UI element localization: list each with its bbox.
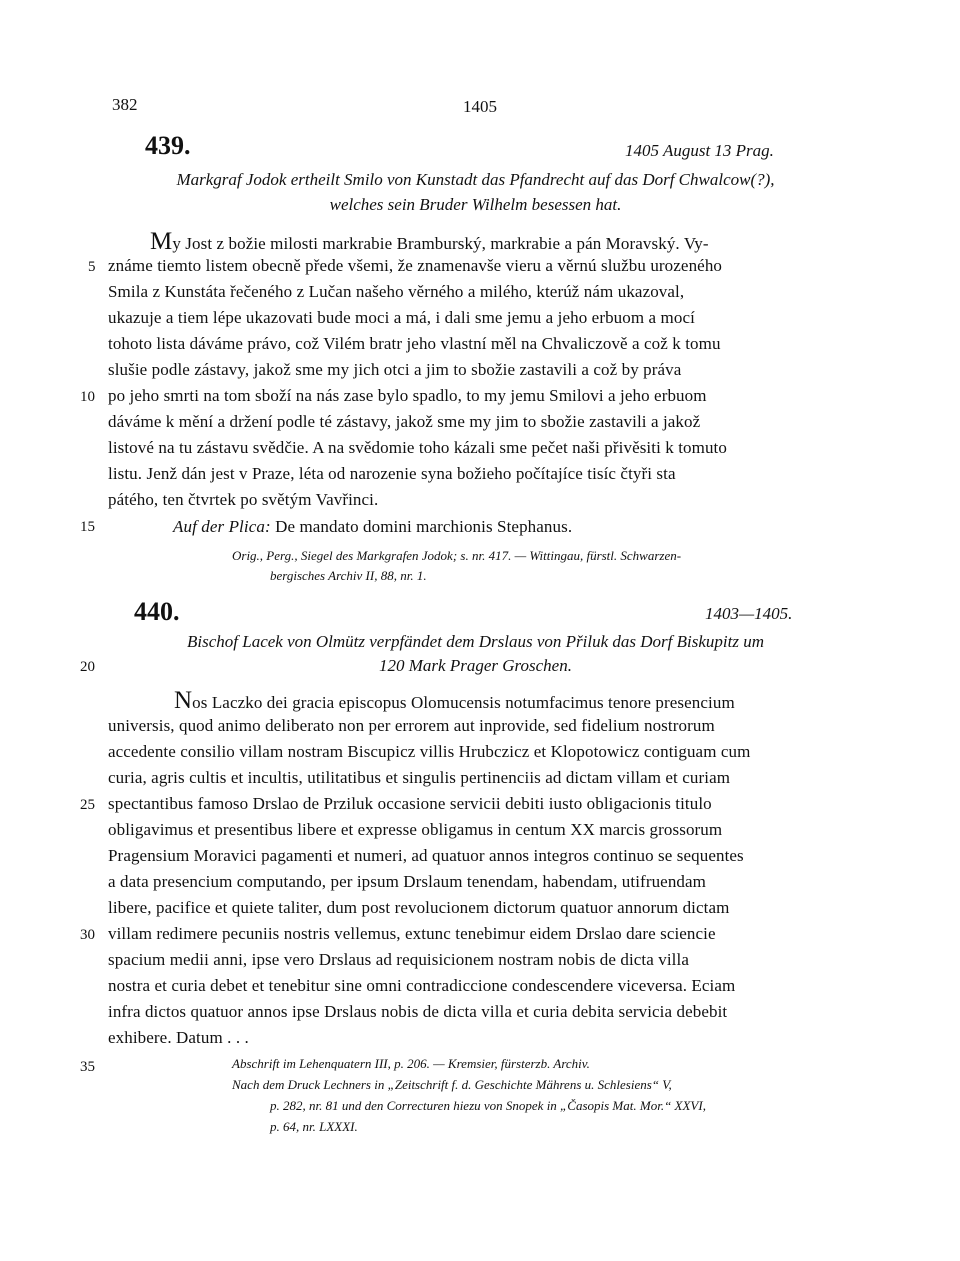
text-line: os Laczko dei gracia episcopus Olomucensis notumfacimus tenore presencium: [192, 693, 735, 712]
text-line: y Jost z božie milosti markrabie Bramburský, markrabie a pán Moravský. Vy-: [172, 234, 709, 253]
text-line: listu. Jenž dán jest v Praze, léta od narozenie syna božieho počítajíce tisíc čtyři sta: [108, 464, 676, 483]
text-line: exhibere. Datum . . .: [108, 1028, 249, 1047]
text-line: spacium medii anni, ipse vero Drslaus ad requisicionem nostram nobis de dicta villa: [108, 950, 689, 969]
source-line: Nach dem Druck Lechners in „Zeitschrift f. d. Geschichte Mährens u. Schlesiens“ V,: [232, 1077, 672, 1092]
source-line: p. 282, nr. 81 und den Correcturen hiezu von Snopek in „Časopis Mat. Mor.“ XXVI,: [270, 1098, 706, 1113]
text-line: infra dictos quatuor annos ipse Drslaus nobis de dicta villa et curia debita servicia debebit: [108, 1002, 728, 1021]
text-line: a data presencium computando, per ipsum Drslaum tenendam, habendam, utifruendam: [108, 872, 706, 891]
text-line: tohoto lista dáváme právo, což Vilém bratr jeho vlastní měl na Chvaliczově a což k tomu: [108, 334, 721, 353]
text-line: dáváme k mění a držení podle té zástavy, jakož sme my jim to sbožie zastavili a jakož: [108, 412, 701, 431]
text-line: slušie podle zástavy, jakož sme my jich otci a jim to sbožie zastavili a což by práva: [108, 360, 682, 379]
text-line: Pragensium Moravici pagamenti et numeri, ad quatuor annos integros continuo se sequentes: [108, 846, 744, 865]
source-line: Abschrift im Lehenquatern III, p. 206. — Kremsier, fürsterzb. Archiv.: [232, 1056, 590, 1071]
text-line: universis, quod animo deliberato non per errorem aut inprovide, sed fidelium nostrorum: [108, 716, 715, 735]
source-line: bergisches Archiv II, 88, nr. 1.: [270, 568, 427, 583]
source-line: Orig., Perg., Siegel des Markgrafen Jodok; s. nr. 417. — Wittingau, fürstl. Schwarzen-: [232, 548, 682, 563]
text-line: villam redimere pecuniis nostris vellemus, extunc tenebimur eidem Drslao dare sciencie: [108, 924, 716, 943]
line-number: 5: [88, 259, 96, 275]
document-heading-line: Bischof Lacek von Olmütz verpfändet dem Drslaus von Přiluk das Dorf Biskupitz um: [187, 632, 764, 651]
document-number: 439.: [145, 131, 191, 160]
text-line: obligavimus et presentibus libere et expresse obligamus in centum XX marcis grossorum: [108, 820, 723, 839]
text-line: curia, agris cultis et incultis, utilitatibus et singulis pertinenciis ad dictam villam et curiam: [108, 768, 731, 787]
text-line: nostra et curia debet et tenebitur sine omni contradiccione condescendere viceversa. Eciam: [108, 976, 736, 995]
text-line: listové na tu zástavu svědčie. A na svědomie toho kázali sme pečet naši přivěsiti k tomuto: [108, 438, 727, 457]
text-line: spectantibus famoso Drslao de Prziluk occasione servicii debiti iusto obligacionis titulo: [108, 794, 712, 813]
document-heading-line: welches sein Bruder Wilhelm besessen hat.: [329, 195, 622, 214]
document-heading-line: Markgraf Jodok ertheilt Smilo von Kunstadt das Pfandrecht auf das Dorf Chwalcow(?),: [176, 170, 775, 189]
line-number: 30: [80, 927, 95, 943]
text-line: pátého, ten čtvrtek po světým Vavřinci.: [108, 490, 379, 509]
text-line: Smila z Kunstáta řečeného z Lučan našeho věrného a milého, kterúž nám ukazoval,: [108, 282, 685, 301]
text-initial: Nos Laczko dei gracia episcopus Olomucensis notumfacimus tenore presencium: [174, 687, 735, 714]
document-heading-line: 120 Mark Prager Groschen.: [379, 656, 572, 675]
running-head: 1405: [463, 97, 497, 116]
text-line: libere, pacifice et quiete taliter, dum post revolucionem dictorum quatuor annorum dictam: [108, 898, 730, 917]
source-line: p. 64, nr. LXXXI.: [270, 1119, 358, 1134]
document-number: 440.: [134, 597, 180, 626]
document-date: 1403—1405.: [705, 604, 793, 623]
page-number: 382: [112, 95, 138, 114]
line-number: 35: [80, 1059, 95, 1075]
text-line: známe tiemto listem obecně přede všemi, že znamenavše vieru a věrnú službu urozeného: [108, 256, 723, 275]
line-number: 20: [80, 659, 95, 675]
line-number: 15: [80, 519, 95, 535]
line-number: 10: [80, 389, 95, 405]
text-initial: My Jost z božie milosti markrabie Bramburský, markrabie a pán Moravský. Vy-: [150, 228, 709, 255]
text-line: ukazuje a tiem lépe ukazovati bude moci a má, i dali sme jemu a jeho erbuom a mocí: [108, 308, 695, 327]
plica-label: Auf der Plica:: [173, 517, 271, 536]
document-date: 1405 August 13 Prag.: [625, 141, 774, 160]
text-line: accedente consilio villam nostram Biscupicz villis Hrubczicz et Klopotowicz contiguam cum: [108, 742, 751, 761]
line-number: 25: [80, 797, 95, 813]
plica-note: [173, 517, 572, 537]
plica-text: De mandato domini marchionis Stephanus.: [275, 517, 573, 536]
text-line: po jeho smrti na tom sboží na nás zase bylo spadlo, to my jemu Smilovi a jeho erbuom: [108, 386, 707, 405]
